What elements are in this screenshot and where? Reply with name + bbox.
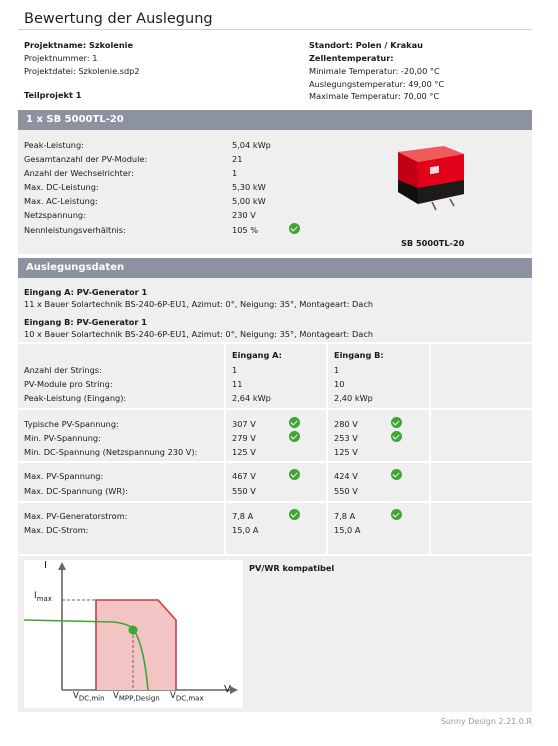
- row-label: Min. PV-Spannung:: [24, 433, 101, 443]
- check-icon: [391, 469, 402, 480]
- row-label: Max. DC-Spannung (WR):: [24, 486, 129, 496]
- inv-label-1: Gesamtanzahl der PV-Module:: [24, 154, 148, 164]
- inv-value-2: 1: [232, 168, 238, 178]
- row-value-b: 550 V: [334, 486, 358, 496]
- max-temp: Maximale Temperatur: 70,00 °C: [309, 91, 440, 101]
- check-icon: [289, 417, 300, 428]
- check-icon: [289, 223, 300, 234]
- page-title: Bewertung der Auslegung: [24, 11, 213, 27]
- chart-y-axis-label: I: [44, 560, 47, 571]
- project-name: Projektname: Szkolenie: [24, 40, 134, 50]
- row-value-a: 279 V: [232, 433, 256, 443]
- row-value-a: 467 V: [232, 471, 256, 481]
- subproject-label: Teilprojekt 1: [24, 90, 82, 100]
- inverter-header: 1 x SB 5000TL-20: [18, 110, 532, 130]
- row-value-a: 307 V: [232, 419, 256, 429]
- design-temp: Auslegungstemperatur: 49,00 °C: [309, 79, 445, 89]
- inv-label-2: Anzahl der Wechselrichter:: [24, 168, 134, 178]
- check-icon: [289, 469, 300, 480]
- row-value-b: 253 V: [334, 433, 358, 443]
- table-divider: [18, 501, 532, 503]
- compat-diagram: [24, 560, 243, 708]
- check-icon: [289, 509, 300, 520]
- footer-version: Sunny Design 2.21.0.R: [440, 717, 532, 726]
- check-icon: [289, 431, 300, 442]
- inv-label-3: Max. DC-Leistung:: [24, 182, 99, 192]
- input-b-title: Eingang B: PV-Generator 1: [24, 317, 147, 327]
- check-icon: [391, 431, 402, 442]
- chart-x-mark-dcmin: $V_{DC,min}$: [73, 691, 105, 703]
- chart-y-mark: $I_{max}$: [34, 591, 52, 603]
- row-label: Max. PV-Generatorstrom:: [24, 511, 128, 521]
- chart-x-axis-label: V: [224, 684, 231, 695]
- chart-x-mark-dcmax: $V_{DC,max}$: [170, 691, 204, 703]
- input-a-title: Eingang A: PV-Generator 1: [24, 287, 148, 297]
- inv-value-1: 21: [232, 154, 243, 164]
- inv-value-0: 5,04 kWp: [232, 140, 271, 150]
- row-value-b: 7,8 A: [334, 511, 356, 521]
- check-icon: [391, 509, 402, 520]
- column-divider: [429, 342, 431, 554]
- row-label: Typische PV-Spannung:: [24, 419, 119, 429]
- row-value-b: 2,40 kWp: [334, 393, 373, 403]
- table-divider: [18, 408, 532, 410]
- row-label: Max. PV-Spannung:: [24, 471, 104, 481]
- row-value-b: 1: [334, 365, 340, 375]
- column-divider: [224, 342, 226, 554]
- inv-value-5: 230 V: [232, 210, 256, 220]
- min-temp: Minimale Temperatur: -20,00 °C: [309, 66, 440, 76]
- row-value-a: 11: [232, 379, 243, 389]
- inv-label-0: Peak-Leistung:: [24, 140, 84, 150]
- col-header-b: Eingang B:: [334, 350, 384, 360]
- table-divider: [18, 554, 532, 556]
- cell-temp-label: Zellentemperatur:: [309, 53, 394, 63]
- inv-value-6: 105 %: [232, 225, 259, 235]
- project-number: Projektnummer: 1: [24, 53, 98, 63]
- inverter-caption: SB 5000TL-20: [401, 238, 465, 248]
- inv-label-5: Netzspannung:: [24, 210, 86, 220]
- design-header: Auslegungsdaten: [18, 258, 532, 278]
- row-value-a: 2,64 kWp: [232, 393, 271, 403]
- table-divider: [18, 342, 532, 344]
- row-value-b: 125 V: [334, 447, 358, 457]
- row-value-a: 550 V: [232, 486, 256, 496]
- title-divider: [18, 29, 532, 30]
- row-label: Anzahl der Strings:: [24, 365, 102, 375]
- row-label: PV-Module pro String:: [24, 379, 113, 389]
- row-value-b: 280 V: [334, 419, 358, 429]
- table-divider: [18, 461, 532, 463]
- row-value-b: 10: [334, 379, 345, 389]
- row-label: Min. DC-Spannung (Netzspannung 230 V):: [24, 447, 198, 457]
- inv-value-4: 5,00 kW: [232, 196, 266, 206]
- row-value-a: 15,0 A: [232, 525, 259, 535]
- row-label: Max. DC-Strom:: [24, 525, 89, 535]
- col-header-a: Eingang A:: [232, 350, 282, 360]
- input-a-desc: 11 x Bauer Solartechnik BS-240-6P-EU1, Azimut: 0°, Neigung: 35°, Montageart: Dach: [24, 299, 374, 309]
- chart-x-mark-mpp: $V_{MPP,Design}$: [113, 691, 160, 703]
- row-value-a: 7,8 A: [232, 511, 254, 521]
- location: Standort: Polen / Krakau: [309, 40, 423, 50]
- inverter-image: [392, 144, 466, 214]
- row-value-b: 15,0 A: [334, 525, 361, 535]
- row-value-a: 1: [232, 365, 238, 375]
- compat-status: PV/WR kompatibel: [249, 563, 335, 573]
- column-divider: [326, 342, 328, 554]
- input-b-desc: 10 x Bauer Solartechnik BS-240-6P-EU1, Azimut: 0°, Neigung: 35°, Montageart: Dach: [24, 329, 374, 339]
- row-value-a: 125 V: [232, 447, 256, 457]
- inv-value-3: 5,30 kW: [232, 182, 266, 192]
- row-value-b: 424 V: [334, 471, 358, 481]
- inv-label-4: Max. AC-Leistung:: [24, 196, 98, 206]
- inv-label-6: Nennleistungsverhältnis:: [24, 225, 126, 235]
- check-icon: [391, 417, 402, 428]
- project-file: Projektdatei: Szkolenie.sdp2: [24, 66, 140, 76]
- row-label: Peak-Leistung (Eingang):: [24, 393, 127, 403]
